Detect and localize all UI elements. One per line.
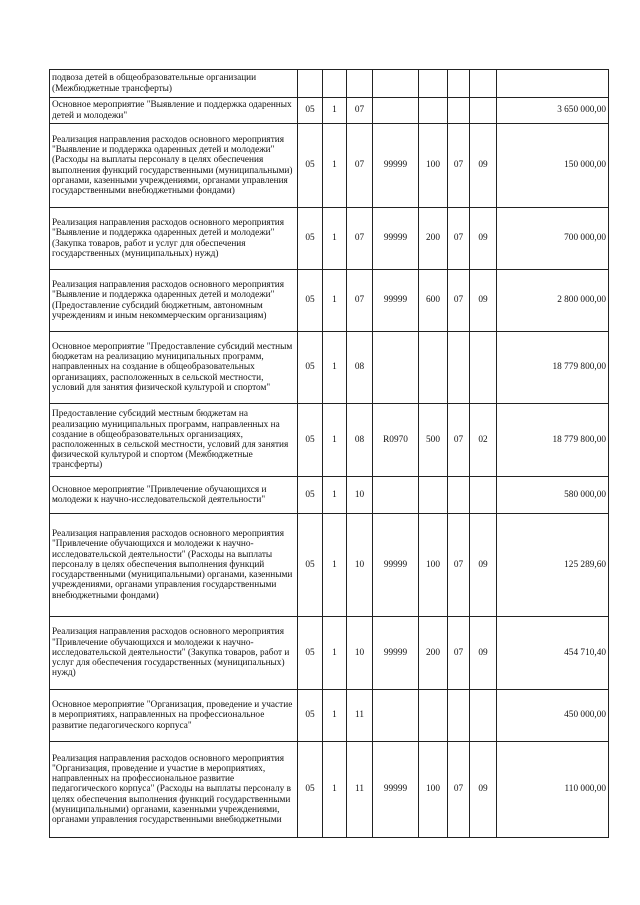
row-section [448, 70, 470, 98]
row-name: Основное мероприятие "Привлечение обучающихся и молодежи к научно-исследовательской деятельности" [50, 477, 298, 514]
budget-table [49, 69, 609, 838]
row-name: Основное мероприятие "Выявление и поддержка одаренных детей и молодежи" [50, 98, 298, 124]
row-direction [373, 477, 419, 514]
table-row [50, 742, 609, 838]
row-direction [373, 690, 419, 742]
row-section [448, 690, 470, 742]
row-section: 07 [448, 514, 470, 617]
row-section: 07 [448, 270, 470, 332]
row-amount: 454 710,40 [497, 617, 609, 690]
row-amount: 18 779 800,00 [497, 332, 609, 404]
row-measure: 07 [347, 98, 373, 124]
row-expense-type [419, 70, 448, 98]
row-subprogram: 1 [323, 98, 347, 124]
row-program: 05 [298, 690, 323, 742]
row-section: 07 [448, 617, 470, 690]
row-section: 07 [448, 404, 470, 477]
row-section: 07 [448, 208, 470, 270]
row-direction [373, 70, 419, 98]
row-section: 07 [448, 742, 470, 838]
table-row [50, 208, 609, 270]
row-subsection: 09 [470, 208, 497, 270]
row-program [298, 70, 323, 98]
row-expense-type: 200 [419, 617, 448, 690]
row-name: Реализация направления расходов основного мероприятия "Выявление и поддержка одаренных детей и молодежи" (Предоставление субсидий бюджетным, автономным учреждениям и иным некоммерческим организациям) [50, 270, 298, 332]
row-direction: 99999 [373, 124, 419, 208]
row-section [448, 332, 470, 404]
row-measure: 11 [347, 690, 373, 742]
row-program: 05 [298, 404, 323, 477]
row-subsection [470, 332, 497, 404]
row-amount: 450 000,00 [497, 690, 609, 742]
table-row [50, 690, 609, 742]
row-amount: 125 289,60 [497, 514, 609, 617]
row-amount: 580 000,00 [497, 477, 609, 514]
row-direction: 99999 [373, 617, 419, 690]
row-amount: 110 000,00 [497, 742, 609, 838]
row-subprogram: 1 [323, 404, 347, 477]
row-subprogram: 1 [323, 477, 347, 514]
row-subprogram: 1 [323, 690, 347, 742]
row-direction: R0970 [373, 404, 419, 477]
row-subprogram: 1 [323, 742, 347, 838]
row-subsection: 09 [470, 617, 497, 690]
row-expense-type: 100 [419, 124, 448, 208]
table-row [50, 404, 609, 477]
row-expense-type [419, 477, 448, 514]
row-direction [373, 332, 419, 404]
row-program: 05 [298, 270, 323, 332]
row-program: 05 [298, 208, 323, 270]
row-measure: 11 [347, 742, 373, 838]
row-expense-type: 200 [419, 208, 448, 270]
row-subprogram: 1 [323, 270, 347, 332]
row-program: 05 [298, 617, 323, 690]
row-direction: 99999 [373, 208, 419, 270]
row-expense-type: 100 [419, 514, 448, 617]
row-measure: 10 [347, 514, 373, 617]
row-subsection: 09 [470, 742, 497, 838]
row-subsection [470, 690, 497, 742]
row-measure: 08 [347, 404, 373, 477]
row-expense-type [419, 690, 448, 742]
row-measure: 07 [347, 270, 373, 332]
row-measure: 10 [347, 617, 373, 690]
budget-table-body [50, 70, 609, 838]
row-name: Реализация направления расходов основного мероприятия "Организация, проведение и участие в мероприятиях, направленных на профессиональное развитие педагогического корпуса" (Расходы на выплаты персоналу в целях обеспечения выполнения функций государственными (муниципальными) органами, казенными учреждениями, органами управления государственными внебюджетными [50, 742, 298, 838]
row-direction: 99999 [373, 742, 419, 838]
table-row [50, 332, 609, 404]
row-direction: 99999 [373, 514, 419, 617]
row-program: 05 [298, 477, 323, 514]
row-subprogram: 1 [323, 208, 347, 270]
row-measure: 07 [347, 208, 373, 270]
row-subprogram: 1 [323, 332, 347, 404]
table-row [50, 514, 609, 617]
row-section [448, 477, 470, 514]
table-row [50, 270, 609, 332]
row-program: 05 [298, 332, 323, 404]
row-program: 05 [298, 514, 323, 617]
row-program: 05 [298, 742, 323, 838]
row-subprogram: 1 [323, 617, 347, 690]
row-expense-type [419, 332, 448, 404]
row-subsection [470, 70, 497, 98]
row-expense-type: 500 [419, 404, 448, 477]
table-row [50, 70, 609, 98]
row-program: 05 [298, 124, 323, 208]
table-row [50, 617, 609, 690]
row-direction [373, 98, 419, 124]
row-subsection: 02 [470, 404, 497, 477]
row-name: Реализация направления расходов основного мероприятия "Привлечение обучающихся и молодежи к научно-исследовательской деятельности" (Закупка товаров, работ и услуг для обеспечения государственных (муниципальных) нужд) [50, 617, 298, 690]
row-subsection: 09 [470, 270, 497, 332]
row-name: Реализация направления расходов основного мероприятия "Выявление и поддержка одаренных детей и молодежи" (Расходы на выплаты персоналу в целях обеспечения выполнения функций государственными (муниципальными) органами, казенными учреждениями, органами управления государственными внебюджетными фондами) [50, 124, 298, 208]
row-name: Основное мероприятие "Предоставление субсидий местным бюджетам на реализацию муниципальных программ, направленных на создание в общеобразовательных организациях, расположенных в сельской местности, условий для занятия физической культурой и спортом" [50, 332, 298, 404]
row-subprogram: 1 [323, 124, 347, 208]
row-amount: 150 000,00 [497, 124, 609, 208]
row-measure [347, 70, 373, 98]
row-name: Реализация направления расходов основного мероприятия "Привлечение обучающихся и молодежи к научно-исследовательской деятельности" (Расходы на выплаты персоналу в целях обеспечения выполнения функций государственными (муниципальными) органами, казенными учреждениями, органами управления государственными внебюджетными фондами) [50, 514, 298, 617]
table-row [50, 98, 609, 124]
row-section: 07 [448, 124, 470, 208]
row-measure: 08 [347, 332, 373, 404]
row-expense-type: 100 [419, 742, 448, 838]
row-subprogram: 1 [323, 514, 347, 617]
row-amount: 3 650 000,00 [497, 98, 609, 124]
row-amount [497, 70, 609, 98]
row-subprogram [323, 70, 347, 98]
row-amount: 18 779 800,00 [497, 404, 609, 477]
row-measure: 07 [347, 124, 373, 208]
row-expense-type [419, 98, 448, 124]
row-name: Основное мероприятие "Организация, проведение и участие в мероприятиях, направленных на профессиональное развитие педагогического корпуса" [50, 690, 298, 742]
row-name: подвоза детей в общеобразовательные организации (Межбюджетные трансферты) [50, 70, 298, 98]
row-measure: 10 [347, 477, 373, 514]
row-name: Предоставление субсидий местным бюджетам на реализацию муниципальных программ, направленных на создание в общеобразовательных организациях, расположенных в сельской местности, условий для занятия физической культурой и спортом (Межбюджетные трансферты) [50, 404, 298, 477]
row-name: Реализация направления расходов основного мероприятия "Выявление и поддержка одаренных детей и молодежи" (Закупка товаров, работ и услуг для обеспечения государственных (муниципальных) нужд) [50, 208, 298, 270]
row-amount: 2 800 000,00 [497, 270, 609, 332]
row-section [448, 98, 470, 124]
table-row [50, 124, 609, 208]
row-subsection [470, 477, 497, 514]
row-amount: 700 000,00 [497, 208, 609, 270]
row-subsection [470, 98, 497, 124]
row-subsection: 09 [470, 124, 497, 208]
row-subsection: 09 [470, 514, 497, 617]
table-row [50, 477, 609, 514]
row-program: 05 [298, 98, 323, 124]
row-direction: 99999 [373, 270, 419, 332]
row-expense-type: 600 [419, 270, 448, 332]
